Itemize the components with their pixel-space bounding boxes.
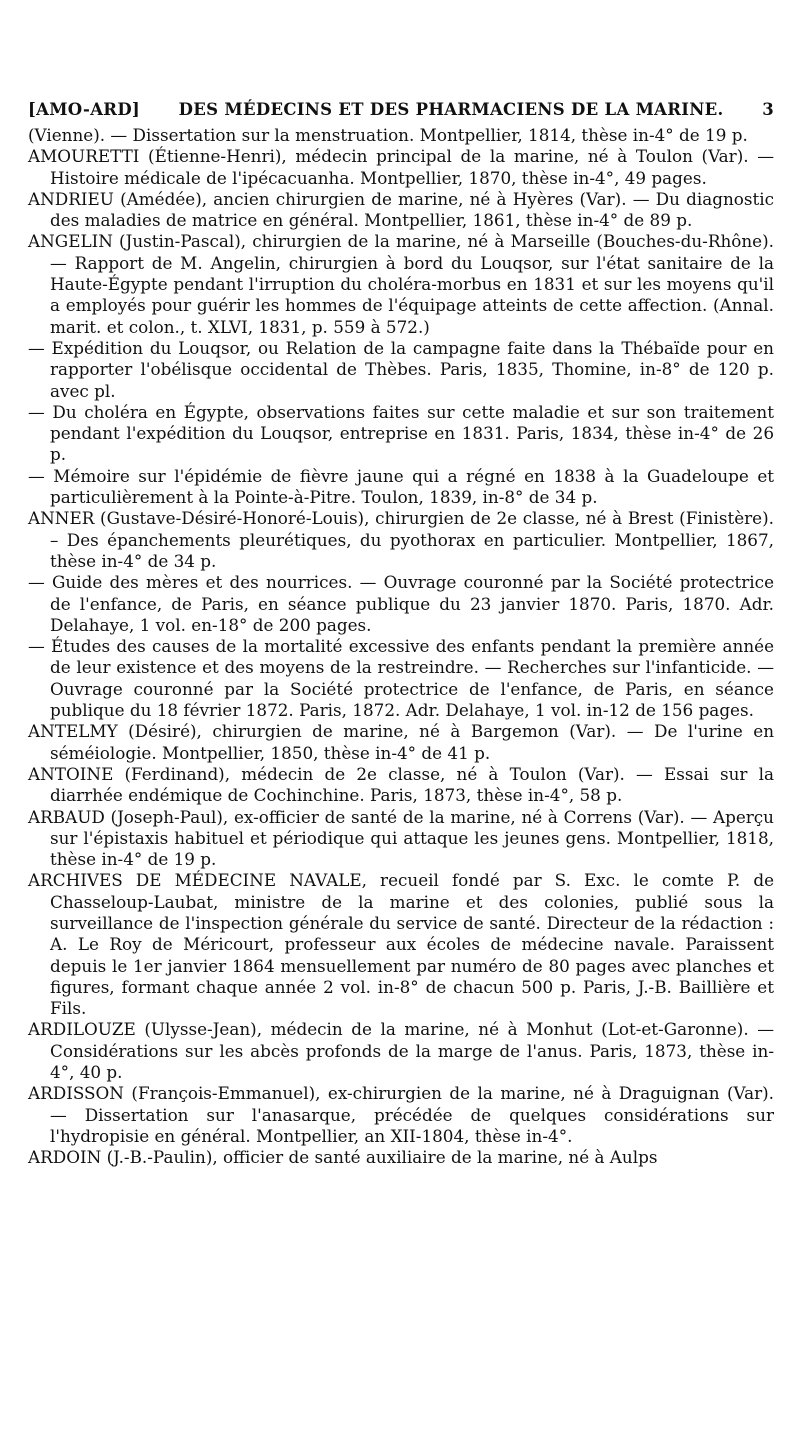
header-range: [AMO-ARD]	[28, 100, 141, 119]
running-header	[28, 100, 774, 119]
entry: ANTOINE (Ferdinand), médecin de 2e classe, né à Toulon (Var). — Essai sur la diarrhée endémique de Cochinchine. Paris, 1873, thèse in-4°, 58 p.	[28, 763, 774, 806]
entry: ARDILOUZE (Ulysse-Jean), médecin de la marine, né à Monhut (Lot-et-Garonne). — Considérations sur les abcès profonds de la marge de l'anus. Paris, 1873, thèse in-4°, 40 p.	[28, 1019, 774, 1083]
entry: ANGELIN (Justin-Pascal), chirurgien de la marine, né à Marseille (Bouches-du-Rhône). — Rapport de M. Angelin, chirurgien à bord du Louqsor, sur l'état sanitaire de la Haute-Égypte pendant l'irruption du choléra-morbus en 1831 et sur les moyens qu'il a employés pour guérir les hommes de l'équipage atteints de cette affection. (Annal. marit. et colon., t. XLVI, 1831, p. 559 à 572.)	[28, 231, 774, 337]
entry: ARDISSON (François-Emmanuel), ex-chirurgien de la marine, né à Draguignan (Var). — Dissertation sur l'anasarque, précédée de quelques considérations sur l'hydropisie en général. Montpellier, an XII-1804, thèse in-4°.	[28, 1083, 774, 1146]
entry: ARCHIVES DE MÉDECINE NAVALE, recueil fondé par S. Exc. le comte P. de Chasseloup-Laubat, ministre de la marine et des colonies, publié sous la surveillance de l'inspection générale du service de santé. Directeur de la rédaction : A. Le Roy de Méricourt, professeur aux écoles de médecine navale. Paraissent depuis le 1er janvier 1864 mensuellement par numéro de 80 pages avec planches et figures, formant chaque année 2 vol. in-8° de chacun 500 p. Paris, J.-B. Baillière et Fils.	[28, 870, 774, 1019]
entries-list	[28, 125, 774, 1169]
entry: — Expédition du Louqsor, ou Relation de la campagne faite dans la Thébaïde pour en rapporter l'obélisque occidental de Thèbes. Paris, 1835, Thomine, in-8° de 120 p. avec pl.	[28, 337, 774, 401]
entry: (Vienne). — Dissertation sur la menstruation. Montpellier, 1814, thèse in-4° de 19 p.	[28, 125, 748, 145]
entry: ANNER (Gustave-Désiré-Honoré-Louis), chirurgien de 2e classe, né à Brest (Finistère). – Des épanchements pleurétiques, du pyothorax en particulier. Montpellier, 1867, thèse in-4° de 34 p.	[28, 508, 774, 571]
entry: AMOURETTI (Étienne-Henri), médecin principal de la marine, né à Toulon (Var). — Histoire médicale de l'ipécacuanha. Montpellier, 1870, thèse in-4°, 49 pages.	[28, 146, 774, 188]
header-title: DES MÉDECINS ET DES PHARMACIENS DE LA MARINE.	[178, 100, 724, 119]
entry: — Du choléra en Égypte, observations faites sur cette maladie et sur son traitement pendant l'expédition du Louqsor, entreprise en 1831. Paris, 1834, thèse in-4° de 26 p.	[28, 401, 774, 465]
entry: ANTELMY (Désiré), chirurgien de marine, né à Bargemon (Var). — De l'urine en séméiologie. Montpellier, 1850, thèse in-4° de 41 p.	[28, 721, 774, 763]
entry: — Guide des mères et des nourrices. — Ouvrage couronné par la Société protectrice de l'enfance, de Paris, en séance publique du 23 janvier 1870. Paris, 1870. Adr. Delahaye, 1 vol. en-18° de 200 pages.	[28, 572, 774, 635]
entry: — Mémoire sur l'épidémie de fièvre jaune qui a régné en 1838 à la Guadeloupe et particulièrement à la Pointe-à-Pitre. Toulon, 1839, in-8° de 34 p.	[28, 465, 774, 508]
entry: ARBAUD (Joseph-Paul), ex-officier de santé de la marine, né à Correns (Var). — Aperçu sur l'épistaxis habituel et périodique qui attaque les jeunes gens. Montpellier, 1818, thèse in-4° de 19 p.	[28, 806, 774, 870]
entry: ANDRIEU (Amédée), ancien chirurgien de marine, né à Hyères (Var). — Du diagnostic des maladies de matrice en général. Montpellier, 1861, thèse in-4° de 89 p.	[28, 188, 774, 231]
entry: — Études des causes de la mortalité excessive des enfants pendant la première année de leur existence et des moyens de la restreindre. — Recherches sur l'infanticide. — Ouvrage couronné par la Société protectrice de l'enfance, de Paris, en séance publique du 18 février 1872. Paris, 1872. Adr. Delahaye, 1 vol. in-12 de 156 pages.	[28, 636, 774, 721]
entry: ARDOIN (J.-B.-Paulin), officier de santé auxiliaire de la marine, né à Aulps	[28, 1147, 658, 1168]
page-number: 3	[762, 100, 774, 119]
